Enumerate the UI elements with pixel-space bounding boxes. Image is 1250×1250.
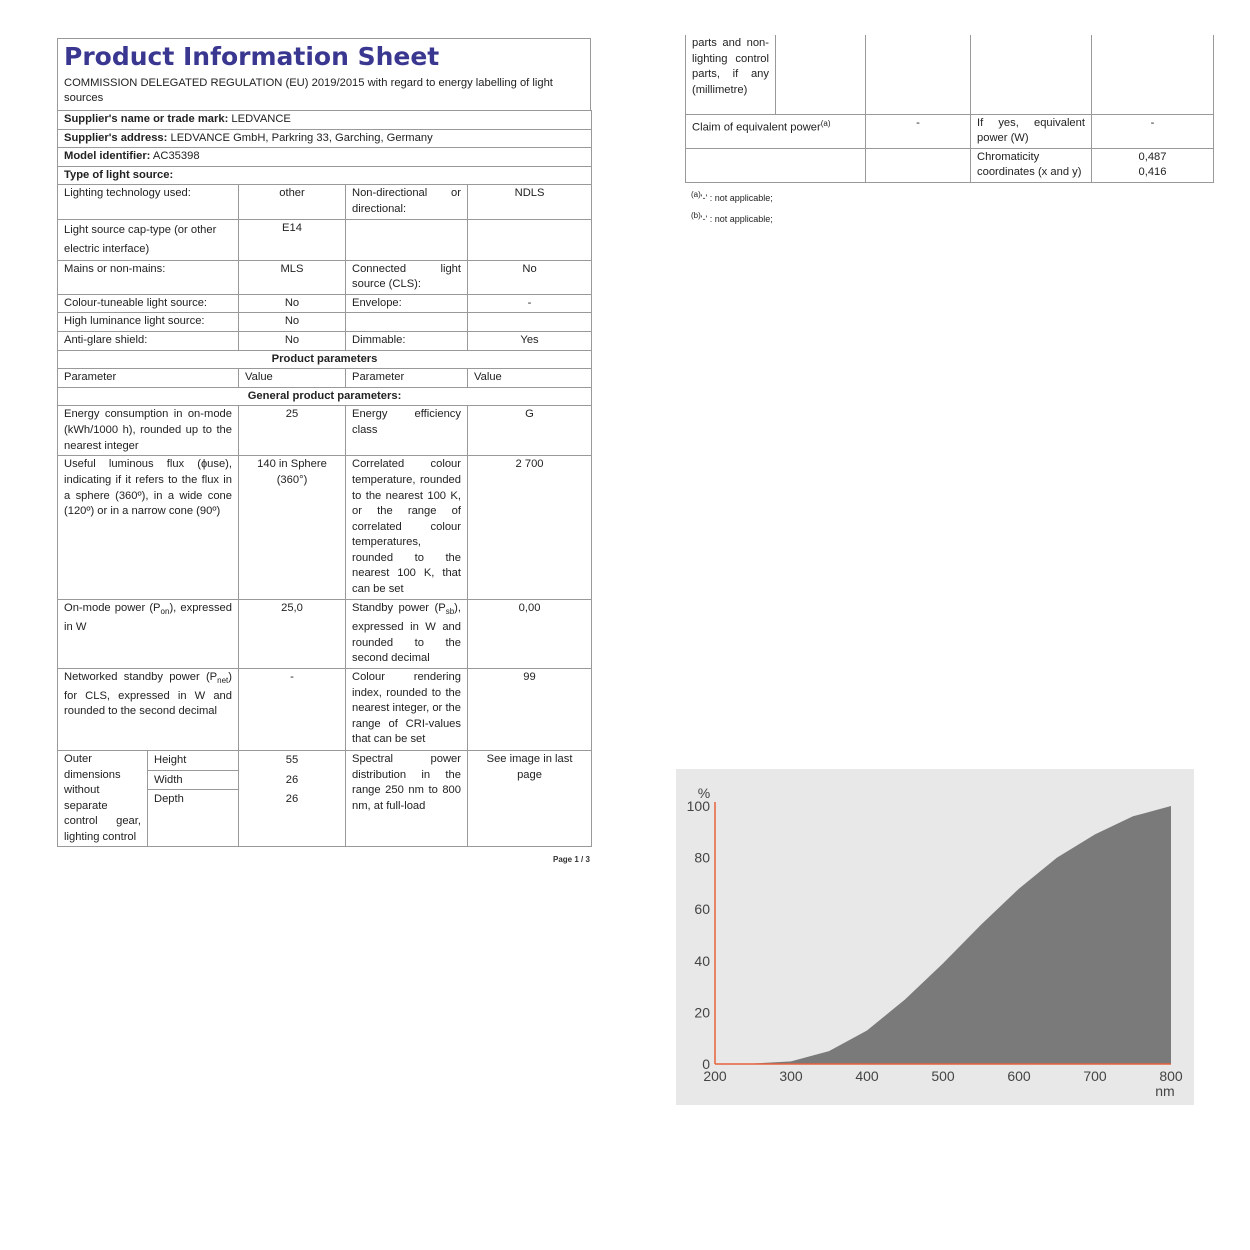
type-key: Envelope:	[346, 294, 468, 313]
continued-row	[686, 35, 1214, 114]
chromaticity-row	[686, 148, 1214, 182]
type-value	[468, 219, 592, 260]
sheet-subtitle: COMMISSION DELEGATED REGULATION (EU) 2019/2015 with regard to energy labelling of light sources	[57, 74, 591, 110]
claim-text: Claim of equivalent power	[692, 121, 821, 134]
on-mode-power-label	[58, 600, 239, 669]
cri-label: Colour rendering index, rounded to the nearest integer, or the range of CRI-values that can be set	[346, 668, 468, 750]
net-sub: net	[217, 676, 229, 686]
chromaticity-values	[1092, 148, 1214, 182]
dimensions-row	[58, 750, 592, 847]
net-label-a: Networked standby power (P	[64, 670, 218, 683]
sheet-title: Product Information Sheet	[57, 38, 591, 74]
supplier-name-label: Supplier's name or trade mark:	[64, 113, 229, 125]
net-label-b: ) for CLS, expressed in W and rounded to the second decimal	[64, 670, 232, 718]
type-value	[468, 313, 592, 332]
type-row-3	[58, 294, 592, 313]
type-label: Type of light source:	[58, 166, 592, 185]
type-key: Light source cap-type (or other electric interface)	[58, 219, 239, 260]
params-header-row	[58, 369, 592, 388]
general-params-heading-row	[58, 387, 592, 406]
spd-value: See image in last page	[468, 750, 592, 847]
supplier-address-row	[58, 129, 592, 148]
type-value: No	[239, 294, 346, 313]
chromaticity-y: 0,416	[1138, 166, 1167, 179]
type-row	[58, 166, 592, 185]
claim-value: -	[866, 114, 971, 148]
x-tick-label: 300	[779, 1068, 803, 1084]
standby-power-label	[346, 600, 468, 669]
info-sheet-page-2-fragment	[685, 35, 1213, 228]
empty-cell	[866, 35, 971, 114]
y-axis-label: %	[697, 785, 711, 801]
x-tick-label: 700	[1083, 1068, 1107, 1084]
claim-sup: (a)	[820, 118, 831, 128]
depth-label: Depth	[154, 793, 184, 806]
y-tick-label: 0	[702, 1056, 710, 1072]
footnote-b-text: '-' : not applicable;	[700, 213, 773, 224]
cct-value: 2 700	[468, 456, 592, 600]
type-row-0	[58, 185, 592, 219]
on-mode-label-a: On-mode power (P	[64, 602, 161, 615]
chromaticity-label: Chromaticity coordinates (x and y)	[971, 148, 1092, 182]
standby-power-value: 0,00	[468, 600, 592, 669]
spd-label: Spectral power distribution in the range 250 nm to 800 nm, at full-load	[346, 750, 468, 847]
type-row-5	[58, 331, 592, 350]
standby-sub: sb	[445, 607, 455, 617]
y-tick-label: 80	[694, 849, 710, 866]
energy-consumption-value: 25	[239, 406, 346, 456]
height-value: 55	[285, 753, 299, 766]
on-mode-power-value: 25,0	[239, 600, 346, 669]
type-value: Yes	[468, 331, 592, 350]
type-key: Non-directional or directional:	[346, 185, 468, 219]
type-row-4	[58, 313, 592, 332]
networked-standby-label	[58, 668, 239, 750]
type-value: other	[239, 185, 346, 219]
power-row	[58, 600, 592, 669]
on-mode-label-b: ), expressed in W	[64, 602, 233, 634]
width-value: 26	[285, 773, 299, 786]
chromaticity-x: 0,487	[1138, 150, 1167, 163]
type-value: MLS	[239, 260, 346, 294]
type-key: Anti-glare shield:	[58, 331, 239, 350]
outer-dimensions-label: Outer dimensions without separate control gear, lighting control	[58, 750, 148, 847]
supplier-name-row	[58, 111, 592, 130]
on-mode-sub: on	[160, 607, 170, 617]
energy-consumption-label: Energy consumption in on-mode (kWh/1000 h), rounded up to the nearest integer	[58, 406, 239, 456]
cct-label: Correlated colour temperature, rounded to the nearest 100 K, or the range of correlated colour temperatures, rounded to the nearest 100 K, that can be set	[346, 456, 468, 600]
x-tick-label: 400	[855, 1068, 879, 1084]
luminous-flux-label: Useful luminous flux (ɸuse), indicating if it refers to the flux in a sphere (360º), in a wide cone (120º) or in a narrow cone (90º)	[58, 456, 239, 600]
spectrum-area	[715, 806, 1171, 1064]
header-parameter: Parameter	[346, 369, 468, 388]
supplier-address-value: LEDVANCE GmbH, Parkring 33, Garching, Germany	[170, 131, 433, 144]
energy-class-label: Energy efficiency class	[346, 406, 468, 456]
type-row-2	[58, 260, 592, 294]
equivalent-power-label: If yes, equivalent power (W)	[971, 114, 1092, 148]
empty-cell	[971, 35, 1092, 114]
info-sheet-page-1	[57, 38, 591, 850]
depth-value: 26	[285, 793, 299, 806]
product-params-heading-row	[58, 350, 592, 369]
type-key: Colour-tuneable light source:	[58, 294, 239, 313]
type-value: No	[239, 331, 346, 350]
standby-label-b: ), expressed in W and rounded to the second decimal	[352, 602, 461, 665]
dimension-names	[148, 750, 239, 847]
model-value: AC35398	[152, 150, 200, 163]
claim-row	[686, 114, 1214, 148]
type-key	[346, 219, 468, 260]
empty-cell	[866, 148, 971, 182]
empty-cell	[1092, 35, 1214, 114]
flux-row	[58, 456, 592, 600]
equivalent-power-value: -	[1092, 114, 1214, 148]
type-key: Connected light source (CLS):	[346, 260, 468, 294]
footnote-b-marker: (b)	[691, 210, 701, 220]
x-tick-label: 600	[1007, 1068, 1031, 1084]
network-row	[58, 668, 592, 750]
continued-table	[685, 35, 1214, 183]
spectral-chart	[676, 769, 1194, 1105]
continued-dimensions-label: parts and non-lighting control parts, if any (millimetre)	[686, 35, 776, 114]
header-parameter: Parameter	[58, 369, 239, 388]
type-key: Dimmable:	[346, 331, 468, 350]
energy-class-value: G	[468, 406, 592, 456]
info-table	[57, 110, 592, 847]
type-key: Mains or non-mains:	[58, 260, 239, 294]
y-tick-label: 40	[694, 952, 710, 969]
footnotes	[685, 186, 1213, 228]
networked-standby-value: -	[239, 668, 346, 750]
width-label: Width	[148, 771, 238, 791]
supplier-name-value: LEDVANCE	[231, 113, 291, 125]
type-key: Lighting technology used:	[58, 185, 239, 219]
product-params-heading: Product parameters	[58, 350, 592, 369]
type-key: High luminance light source:	[58, 313, 239, 332]
header-value: Value	[239, 369, 346, 388]
supplier-address-label: Supplier's address:	[64, 131, 168, 144]
y-tick-label: 100	[686, 798, 710, 814]
type-value: No	[239, 313, 346, 332]
page-number: Page 1 / 3	[553, 855, 590, 864]
luminous-flux-value: 140 in Sphere (360°)	[239, 456, 346, 600]
type-value: E14	[239, 219, 346, 260]
footnote-a-marker: (a)	[691, 189, 701, 199]
spectral-chart-svg	[676, 769, 1194, 1105]
claim-label	[686, 114, 866, 148]
type-value: NDLS	[468, 185, 592, 219]
x-tick-label: 800	[1159, 1068, 1183, 1084]
general-params-heading: General product parameters:	[58, 387, 592, 406]
x-tick-label: 200	[703, 1068, 727, 1084]
type-row-1	[58, 219, 592, 260]
height-label: Height	[148, 751, 238, 771]
dimension-values	[239, 750, 346, 847]
cri-value: 99	[468, 668, 592, 750]
empty-cell	[686, 148, 866, 182]
y-tick-label: 60	[694, 901, 710, 918]
empty-cell	[776, 35, 866, 114]
energy-row	[58, 406, 592, 456]
standby-label-a: Standby power (P	[352, 602, 446, 615]
footnote-a-text: '-' : not applicable;	[700, 192, 773, 203]
footnote-a	[691, 186, 1213, 207]
type-value: No	[468, 260, 592, 294]
footnote-b	[691, 207, 1213, 228]
type-key	[346, 313, 468, 332]
model-row	[58, 148, 592, 167]
type-value: -	[468, 294, 592, 313]
header-value: Value	[468, 369, 592, 388]
x-axis-label: nm	[1155, 1083, 1175, 1099]
y-tick-label: 20	[694, 1004, 710, 1021]
model-label: Model identifier:	[64, 150, 151, 163]
x-tick-label: 500	[931, 1068, 955, 1084]
